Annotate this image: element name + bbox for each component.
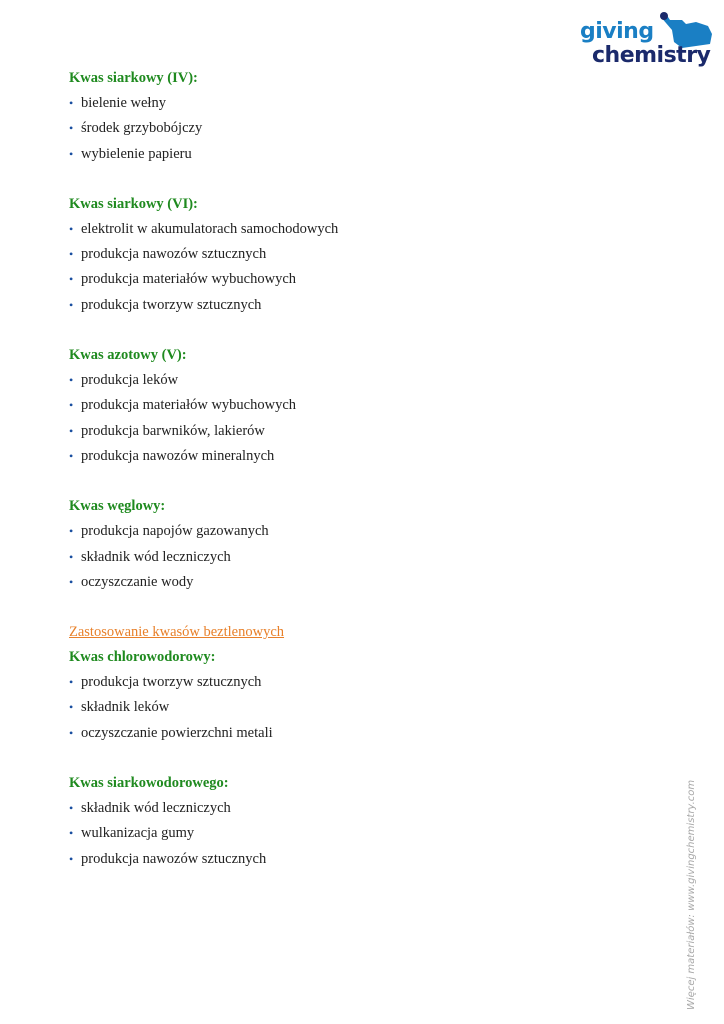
- logo-text-giving: giving: [580, 19, 654, 44]
- logo-text-chemistry: chemistry: [592, 43, 711, 68]
- list-item-text: oczyszczanie wody: [81, 573, 194, 590]
- list-item: [69, 217, 649, 242]
- list-item: [69, 116, 649, 141]
- section-kwas-chlorowodorowy: [69, 620, 649, 746]
- list-item: [69, 242, 649, 267]
- list-item: [69, 444, 649, 469]
- bullet-icon: •: [69, 423, 74, 438]
- section-kwas-siarkowy-vi: [69, 192, 649, 318]
- list-item-text: składnik leków: [81, 699, 170, 716]
- bullet-icon: •: [69, 725, 74, 740]
- list-item-text: oczyszczanie powierzchni metali: [81, 724, 273, 741]
- list-item-text: bielenie wełny: [81, 95, 166, 111]
- section-kwas-azotowy-v: [69, 343, 649, 469]
- section-title: Kwas węglowy:: [69, 498, 166, 515]
- bullet-icon: •: [69, 826, 74, 841]
- list-item: [69, 519, 649, 544]
- list-item: [69, 545, 649, 570]
- bullet-icon: •: [69, 448, 74, 463]
- list-item: [69, 847, 649, 872]
- list-item: [69, 267, 649, 292]
- section-kwas-siarkowodorowy: [69, 771, 649, 872]
- section-title: Kwas chlorowodorowy:: [69, 649, 216, 666]
- list-item-text: środek grzybobójczy: [81, 120, 203, 137]
- bullet-icon: •: [69, 247, 74, 262]
- bullet-icon: •: [69, 221, 74, 236]
- list-item: [69, 91, 649, 116]
- giving-chemistry-logo: [578, 10, 718, 74]
- bullet-icon: •: [69, 121, 74, 136]
- list-item-text: wybielenie papieru: [81, 145, 192, 162]
- list-item-text: elektrolit w akumulatorach samochodowych: [81, 220, 339, 237]
- list-item: [69, 821, 649, 846]
- bullet-icon: •: [69, 675, 74, 690]
- section-title: Kwas azotowy (V):: [69, 347, 187, 364]
- list-item-text: produkcja nawozów sztucznych: [81, 850, 267, 867]
- bullet-icon: •: [69, 96, 74, 110]
- link-zastosowanie-kwasow-beztlenowych[interactable]: Zastosowanie kwasów beztlenowych: [69, 624, 285, 641]
- list-item-text: produkcja tworzyw sztucznych: [81, 296, 262, 313]
- side-watermark-text: Więcej materiałów: www.givingchemistry.com: [686, 779, 697, 1010]
- list-item: [69, 721, 649, 746]
- bullet-icon: •: [69, 373, 74, 388]
- list-item-text: produkcja tworzyw sztucznych: [81, 674, 262, 691]
- list-item: [69, 570, 649, 595]
- list-item-text: produkcja barwników, lakierów: [81, 422, 265, 439]
- bullet-icon: •: [69, 272, 74, 287]
- list-item-text: produkcja materiałów wybuchowych: [81, 397, 297, 414]
- section-title: Kwas siarkowodorowego:: [69, 775, 229, 792]
- list-item-text: składnik wód leczniczych: [81, 548, 231, 565]
- section-title: Kwas siarkowy (VI):: [69, 195, 198, 212]
- bullet-icon: •: [69, 549, 74, 564]
- section-title: Kwas siarkowy (IV):: [69, 70, 198, 86]
- list-item-text: produkcja napojów gazowanych: [81, 523, 269, 540]
- bullet-icon: •: [69, 851, 74, 866]
- section-kwas-weglowy: [69, 494, 649, 595]
- bullet-icon: •: [69, 146, 74, 161]
- list-item: [69, 293, 649, 318]
- list-item-text: produkcja nawozów sztucznych: [81, 246, 267, 263]
- bullet-icon: •: [69, 574, 74, 589]
- list-item-text: składnik wód leczniczych: [81, 800, 231, 817]
- bullet-icon: •: [69, 297, 74, 312]
- list-item: [69, 670, 649, 695]
- bullet-icon: •: [69, 700, 74, 715]
- list-item: [69, 796, 649, 821]
- list-item-text: produkcja nawozów mineralnych: [81, 447, 275, 464]
- document-body: [69, 66, 649, 897]
- list-item: [69, 368, 649, 393]
- list-item-text: produkcja materiałów wybuchowych: [81, 271, 297, 288]
- list-item: [69, 393, 649, 418]
- bullet-icon: •: [69, 801, 74, 816]
- list-item: [69, 419, 649, 444]
- section-kwas-siarkowy-iv: [69, 66, 649, 167]
- list-item-text: wulkanizacja gumy: [81, 825, 195, 842]
- list-item-text: produkcja leków: [81, 372, 179, 389]
- bullet-icon: •: [69, 398, 74, 413]
- bullet-icon: •: [69, 524, 74, 539]
- list-item: [69, 695, 649, 720]
- list-item: [69, 142, 649, 167]
